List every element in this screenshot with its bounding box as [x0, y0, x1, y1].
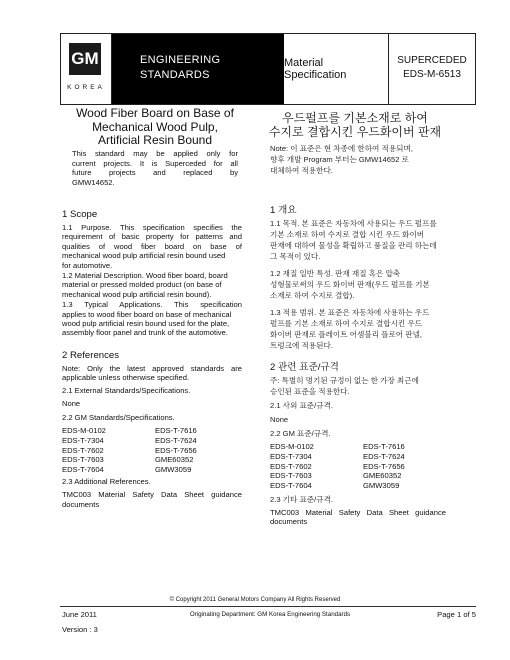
table-row: EDS-T-7602 EDS-T-7656	[270, 461, 405, 471]
superceded-block	[389, 34, 475, 104]
references-note-ko: 주: 특별히 명기된 규정이 없는 한 가장 최근에 승인된 표준을 적용한다.	[270, 376, 419, 396]
gm-korea-logo	[61, 34, 112, 104]
table-row: EDS-T-7603 GME60352	[270, 471, 402, 481]
english-title: Wood Fiber Board on Base of Mechanical Wood Pulp, Artificial Resin Bound	[76, 106, 234, 147]
footer-version: Version : 3	[62, 625, 98, 634]
scope-heading: 1 Scope	[62, 209, 98, 220]
left-column	[62, 209, 242, 509]
superceded-code: EDS-M-6513	[403, 69, 461, 80]
superceded-note-en: This standard may be applied only for current projects. It is Superceded for all future projects and replaced by GMW14652.	[72, 149, 238, 187]
additional-references-value: TMC003 Material Safety Data Sheet guidance documents	[62, 490, 242, 509]
table-row: EDS-T-7304 EDS-T-7624	[62, 435, 197, 445]
logo-subtitle: KOREA	[67, 84, 105, 91]
scope-material-description: 1.2 Material Description. Wood fiber board, board material or pressed molded product (on base of mechanical wood pulp artificial resin bound).	[62, 271, 228, 299]
additional-references-label-ko: 2.3 기타 표준/규격.	[270, 494, 334, 504]
eng-line1: ENGINEERING	[140, 54, 221, 66]
references-note: Note: Only the latest approved standards are applicable unless otherwise specified.	[62, 363, 242, 383]
superceded-label: SUPERCEDED	[397, 55, 467, 66]
applications-ko: 1.3 적용 범위. 본 표준은 자동차에 사용하는 우드 펄프를 기본 소재로 하여 수지로 결합시킨 우드 화이버 판재로 플레이트 어셈블리 플로어 판넬, 트렁크에 적용된다.	[270, 308, 430, 350]
references-heading: 2 References	[62, 349, 120, 361]
gm-standards-label: 2.2 GM Standards/Specifications.	[62, 412, 175, 422]
external-standards-value-ko: None	[270, 415, 289, 424]
table-row: EDS-T-7604 GMW3059	[270, 481, 400, 491]
footer-divider	[60, 606, 476, 607]
footer-page-number: Page 1 of 5	[437, 610, 476, 619]
superceded-note-ko: Note: 이 표준은 현 차종에 한하여 적용되며, 향후 개발 Program 부터는 GMW14652 로 대체하여 적용한다.	[270, 144, 413, 175]
right-column	[270, 202, 446, 527]
scope-purpose: 1.1 Purpose. This specification specifies the requirement of basic property for patterns and qualities of wood fiber board on base of mechanical wood pulp artificial resin bound used for automotive.	[62, 223, 242, 270]
table-row: EDS-M-0102 EDS-T-7616	[270, 442, 405, 451]
korean-title: 우드펄프를 기본소재로 하여 수지로 결합시킨 우드화이버 판재	[268, 111, 442, 139]
gm-standards-table	[62, 426, 197, 475]
gm-logo-mark: GM	[69, 43, 101, 75]
table-row: EDS-T-7304 EDS-T-7624	[270, 451, 405, 461]
purpose-ko: 1.1 목적. 본 표준은 자동차에 사용되는 우드 펄프를 기본 소재로 하여 수지로 결합 시킨 우드 화이버 판재에 대하여 물성을 확립하고 품질을 관리 하는데 그 목적이 있다.	[270, 219, 437, 261]
external-standards-value: None	[62, 399, 81, 409]
external-standards-label: 2.1 External Standards/Specifications.	[62, 385, 191, 395]
material-specification-label: Material Specification	[284, 34, 389, 104]
table-row: EDS-T-7604 GMW3059	[62, 465, 192, 475]
table-row: EDS-T-7603 GME60352	[62, 455, 194, 465]
footer-department: Originating Department: GM Korea Engineering Standards	[189, 611, 351, 618]
table-row: EDS-M-0102 EDS-T-7616	[62, 425, 197, 435]
external-standards-label-ko: 2.1 사외 표준/규격.	[270, 401, 334, 410]
engineering-standards-block	[112, 34, 284, 104]
gm-standards-table-ko	[270, 442, 405, 491]
additional-references-label: 2.3 Additional References.	[62, 476, 151, 486]
overview-heading-ko: 1 개요	[270, 205, 297, 216]
references-heading-ko: 2 관련 표준/규격	[270, 362, 339, 373]
material-description-ko: 1.2 재질 일반 특성. 판재 재질 혹은 압축 성형물로써의 우드 화이버 판재(우드 펄프를 기본 소재로 하여 수지로 결합).	[270, 269, 430, 300]
scope-typical-applications: 1.3 Typical Applications. This specification applies to wood fiber board on base of mechanical wood pulp artificial resin bound used for the plate, assembly floor panel and trunk of the automotive.	[62, 300, 242, 338]
copyright-notice: © Copyright 2011 General Motors Company All Rights Reserved	[169, 597, 341, 603]
footer-date: June 2011	[62, 610, 97, 619]
document-header	[60, 33, 476, 105]
eng-line2: STANDARDS	[140, 69, 210, 81]
gm-standards-label-ko: 2.2 GM 표준/규격.	[270, 429, 331, 438]
additional-references-value-ko: TMC003 Material Safety Data Sheet guidance documents	[270, 507, 446, 527]
table-row: EDS-T-7602 EDS-T-7656	[62, 445, 197, 455]
